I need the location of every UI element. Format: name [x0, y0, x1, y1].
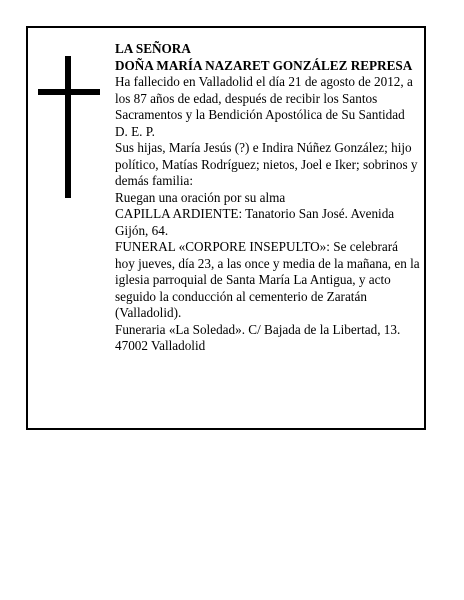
- cross-vertical-bar: [65, 56, 71, 198]
- deceased-name: DOÑA MARÍA NAZARET GONZÁLEZ REPRESA: [115, 57, 413, 73]
- cross-icon: [38, 56, 100, 198]
- rip-line: D. E. P.: [115, 123, 155, 139]
- family-list: Sus hijas, María Jesús (?) e Indira Núñez González; hijo político, Matías Rodríguez; nietos, Joel e Iker; sobrinos y demás familia:: [115, 140, 418, 188]
- chapel-info: CAPILLA ARDIENTE: Tanatorio San José. Avenida Gijón, 64.: [115, 206, 395, 238]
- death-announcement: Ha fallecido en Valladolid el día 21 de agosto de 2012, a los 87 años de edad, después de recibir los Santos Sacramentos y la Bendición Apostólica de Su Santidad: [115, 74, 413, 122]
- funeral-home-info: Funeraria «La Soledad». C/ Bajada de la Libertad, 13. 47002 Valladolid: [115, 321, 401, 353]
- notice-title: LA SEÑORA: [115, 41, 191, 56]
- funeral-info: FUNERAL «CORPORE INSEPULTO»: Se celebrará hoy jueves, día 23, a las once y media de la mañana, en la iglesia parroquial de Santa María La Antigua, y acto seguido la conducción al cementerio de Zaratán (Valladolid).: [115, 239, 420, 320]
- cross-horizontal-bar: [38, 89, 100, 95]
- obituary-notice: [26, 26, 426, 430]
- prayer-request: Ruegan una oración por su alma: [115, 189, 286, 205]
- notice-text: [115, 41, 421, 355]
